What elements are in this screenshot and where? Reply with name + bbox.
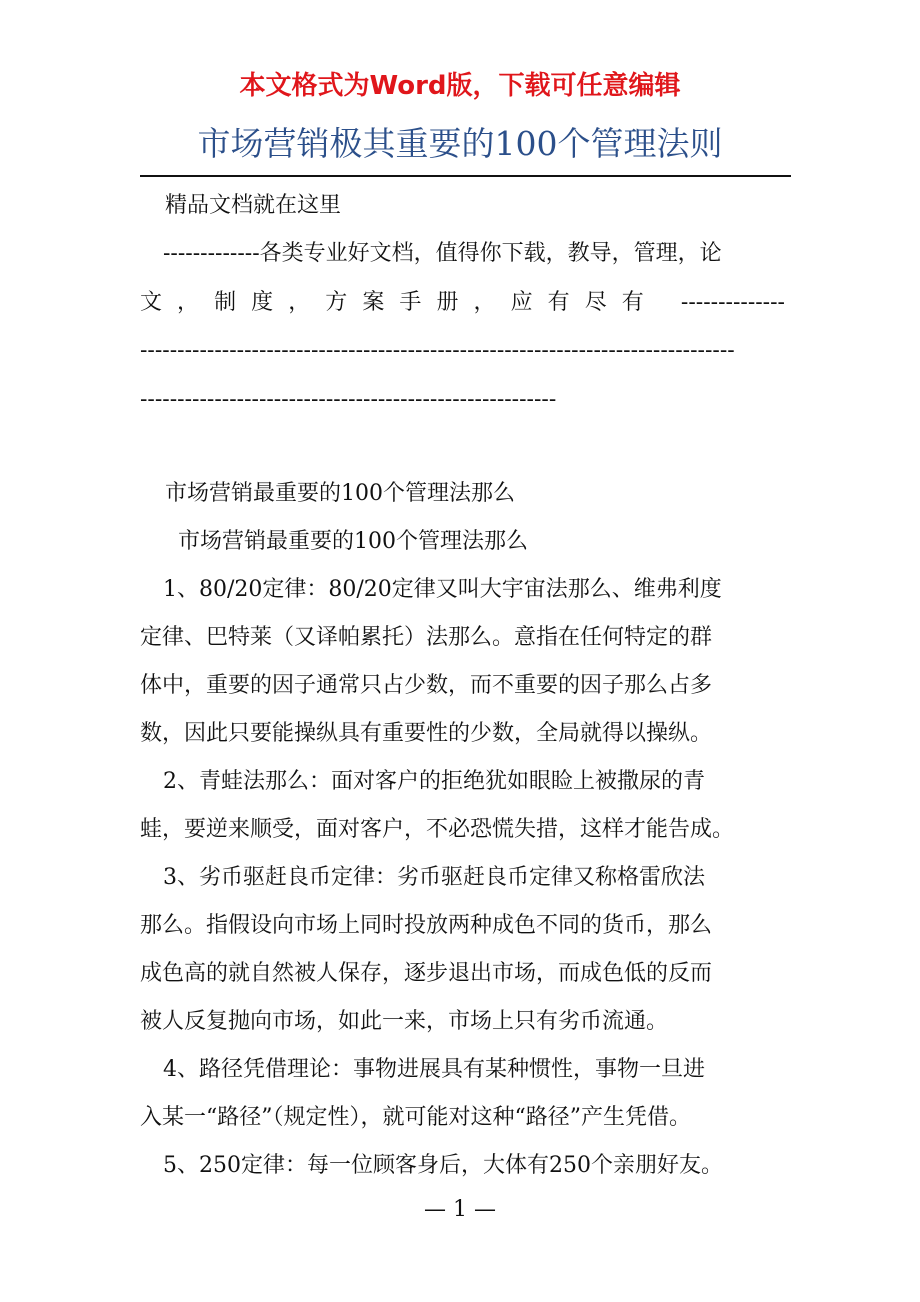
section-heading: 市场营销最重要的100个管理法那么	[165, 481, 515, 506]
promo-line: --------------------------------------------------------	[140, 387, 557, 412]
body-line: 定律、巴特莱（又译帕累托）法那么。意指在任何特定的群	[140, 625, 713, 650]
body-line: 那么。指假设向市场上同时投放两种成色不同的货币，那么	[140, 913, 713, 938]
tagline: 精品文档就在这里	[165, 193, 342, 218]
promo-line: --------------------------------------------------------------------------------	[140, 338, 735, 363]
body-line: 1、80/20定律：80/20定律又叫大宇宙法那么、维弗利度	[163, 577, 722, 602]
body-line: 被人反复抛向市场，如此一来，市场上只有劣币流通。	[140, 1009, 669, 1034]
body-line: 5、250定律：每一位顾客身后，大体有250个亲朋好友。	[163, 1153, 723, 1178]
promo-line: 文，制度，方案手册，应有尽有 --------------	[140, 290, 785, 315]
body-line: 体中，重要的因子通常只占少数，而不重要的因子那么占多	[140, 673, 713, 698]
title-divider	[140, 175, 791, 177]
body-line: 4、路径凭借理论：事物进展具有某种惯性，事物一旦进	[163, 1057, 705, 1082]
body-line: 入某一“路径”（规定性），就可能对这种“路径”产生凭借。	[140, 1105, 691, 1130]
body-line: 2、青蛙法那么：面对客户的拒绝犹如眼睑上被撒尿的青	[163, 769, 705, 794]
body-line: 成色高的就自然被人保存，逐步退出市场，而成色低的反而	[140, 961, 713, 986]
body-line: 数，因此只要能操纵具有重要性的少数，全局就得以操纵。	[140, 721, 713, 746]
promo-line: -------------各类专业好文档，值得你下载，教导，管理，论	[163, 241, 722, 266]
section-heading: 市场营销最重要的100个管理法那么	[178, 529, 528, 554]
document-title: 市场营销极其重要的100个管理法则	[197, 124, 723, 163]
page-number: — 1 —	[424, 1197, 496, 1222]
body-line: 蛙，要逆来顺受，面对客户，不必恐慌失措，这样才能告成。	[140, 817, 735, 842]
format-banner: 本文格式为Word版，下载可任意编辑	[239, 71, 681, 101]
body-line: 3、劣币驱赶良币定律：劣币驱赶良币定律又称格雷欣法	[163, 865, 705, 890]
